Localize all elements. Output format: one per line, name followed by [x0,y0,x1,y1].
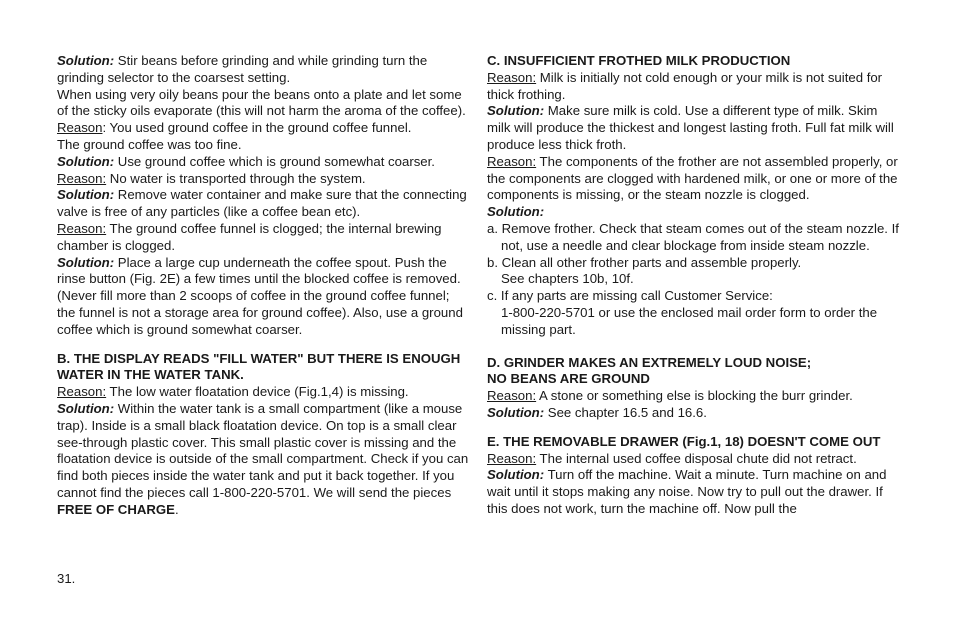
paragraph [487,154,899,204]
right-column [487,53,899,518]
reason-text: : You used ground coffee in the ground coffee funnel. [102,120,412,136]
reason-text: The internal used coffee disposal chute did not retract. [536,450,857,466]
paragraph: When using very oily beans pour the beans onto a plate and let some of the sticky oils evaporate (this will not harm the aroma of the coffee). [57,86,466,119]
reason-label: Reason: [487,450,537,466]
solution-text: Turn off the machine. Wait a minute. Turn machine on and wait until it stops making any noise. Now try to pull out the drawer. If this does not work, turn the machine off. Now pull the [487,467,887,516]
sentence-end: . [174,501,179,517]
solution-label: Solution: [487,204,545,220]
solution-label: Solution: [57,187,115,203]
reason-label: Reason: [57,220,107,236]
solution-text: Stir beans before grinding and while grinding turn the grinding selector to the coarsest setting. [57,53,428,85]
reason-label: Reason: [487,69,537,85]
paragraph [487,103,899,153]
list-item-c-continued: 1-800-220-5701 or use the enclosed mail order form to order the missing part. [501,304,878,337]
reason-text: No water is transported through the system. [106,170,366,186]
solution-label: Solution: [487,103,545,119]
solution-text: Make sure milk is cold. Use a different type of milk. Skim milk will produce the thickest and longest lasting froth. Full fat milk will produce less thick froth. [487,103,894,152]
solution-text: See chapter 16.5 and 16.6. [544,404,707,420]
reason-label: Reason: [57,384,107,400]
solution-label: Solution: [487,467,545,483]
paragraph [57,401,469,519]
free-of-charge-text: FREE OF CHARGE [57,501,175,517]
solution-label: Solution: [57,53,115,68]
reason-text: A stone or something else is blocking the burr grinder. [536,388,853,404]
solution-label: Solution: [487,404,545,420]
page-number: 31. [57,571,76,586]
section-heading-d: D. GRINDER MAKES AN EXTREMELY LOUD NOISE; [487,354,812,370]
paragraph [57,120,469,137]
paragraph [487,467,899,517]
list-item-b: b. Clean all other frother parts and assemble properly. [487,254,802,270]
solution-text: Place a large cup underneath the coffee spout. Push the rinse button (Fig. 2E) a few times until the blocked coffee is removed. (Never fill more than 2 scoops of coffee in the ground coffee funnel; the funnel is not a storage area for ground coffee). Also, use a ground coffee which is ground somewhat coarser. [57,254,463,337]
list-item-b-continued: See chapters 10b, 10f. [501,271,634,287]
solution-label: Solution: [57,254,115,270]
reason-text: The ground coffee funnel is clogged; the internal brewing chamber is clogged. [57,220,442,253]
paragraph: The ground coffee was too fine. [57,136,242,152]
paragraph [57,171,469,188]
solution-label: Solution: [57,153,115,169]
section-heading-d-line2: NO BEANS ARE GROUND [487,371,650,387]
reason-text: The low water floatation device (Fig.1,4) is missing. [106,384,409,400]
list-item-c: c. If any parts are missing call Customer Service: [487,288,773,304]
solution-text: Remove water container and make sure that the connecting valve is free of any particles (like a coffee bean etc). [57,187,467,220]
left-column [57,53,469,519]
paragraph [57,255,469,339]
section-heading-e: E. THE REMOVABLE DRAWER (Fig.1, 18) DOESN'T COME OUT [487,433,881,449]
paragraph [487,388,899,405]
reason-label: Reason [57,120,103,136]
solution-text: Use ground coffee which is ground somewhat coarser. [114,153,435,169]
paragraph [57,53,469,87]
reason-text: Milk is initially not cold enough or your milk is not suited for thick frothing. [487,69,883,102]
paragraph [487,204,899,221]
paragraph [57,187,469,221]
reason-text: The components of the frother are not assembled properly, or the components are clogged with hardened milk, or one or more of the components is missing, or the steam nozzle is clogged. [487,153,898,203]
paragraph [487,451,899,468]
solution-text: Within the water tank is a small compartment (like a mouse trap). Inside is a small black floatation device. On top is a small clear see-through plastic cover. This small plastic cover is missing and the floatation device is outside of the small compartment. Check if you can find both pieces inside the water tank and put it back together. If you cannot find the pieces call 1-800-220-5701. We will send the pieces [57,400,469,500]
list-item-a: a. Remove frother. Check that steam comes out of the steam nozzle. If not, use a needle and clear blockage from inside steam nozzle. [487,220,899,253]
paragraph [487,405,899,422]
paragraph [57,221,469,255]
reason-label: Reason: [487,153,537,169]
reason-label: Reason: [487,388,537,404]
section-heading-b: B. THE DISPLAY READS "FILL WATER" BUT THERE IS ENOUGH WATER IN THE WATER TANK. [57,350,461,383]
paragraph [57,154,469,171]
paragraph [487,70,899,104]
reason-label: Reason: [57,170,107,186]
section-heading-c: C. INSUFFICIENT FROTHED MILK PRODUCTION [487,53,791,68]
solution-label: Solution: [57,400,115,416]
paragraph [57,384,469,401]
